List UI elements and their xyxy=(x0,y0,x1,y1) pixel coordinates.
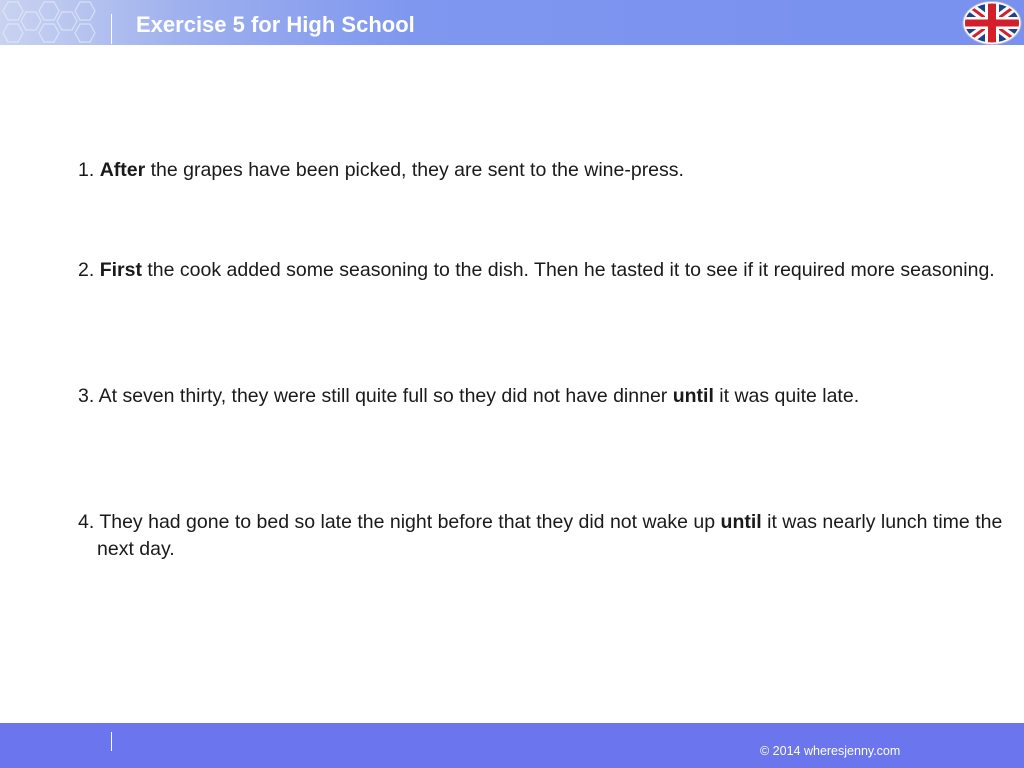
exercise-item-2: 2. First the cook added some seasoning to the dish. Then he tasted it to see if it required more seasoning. xyxy=(78,259,995,281)
copyright-text: © 2014 wheresjenny.com xyxy=(760,744,901,758)
exercise-item-4: 4. They had gone to bed so late the night before that they did not wake up until it was nearly lunch time the next day. xyxy=(78,511,1003,560)
exercise-item-3: 3. At seven thirty, they were still quite full so they did not have dinner until it was quite late. xyxy=(78,385,860,407)
footer-divider xyxy=(111,732,112,751)
page-title: Exercise 5 for High School xyxy=(136,12,415,37)
exercise-item-1: 1. After the grapes have been picked, they are sent to the wine-press. xyxy=(78,159,684,181)
footer-bar xyxy=(0,723,1024,768)
header-divider xyxy=(111,14,112,44)
uk-flag-icon xyxy=(962,1,1022,45)
header-bar xyxy=(0,0,1024,45)
